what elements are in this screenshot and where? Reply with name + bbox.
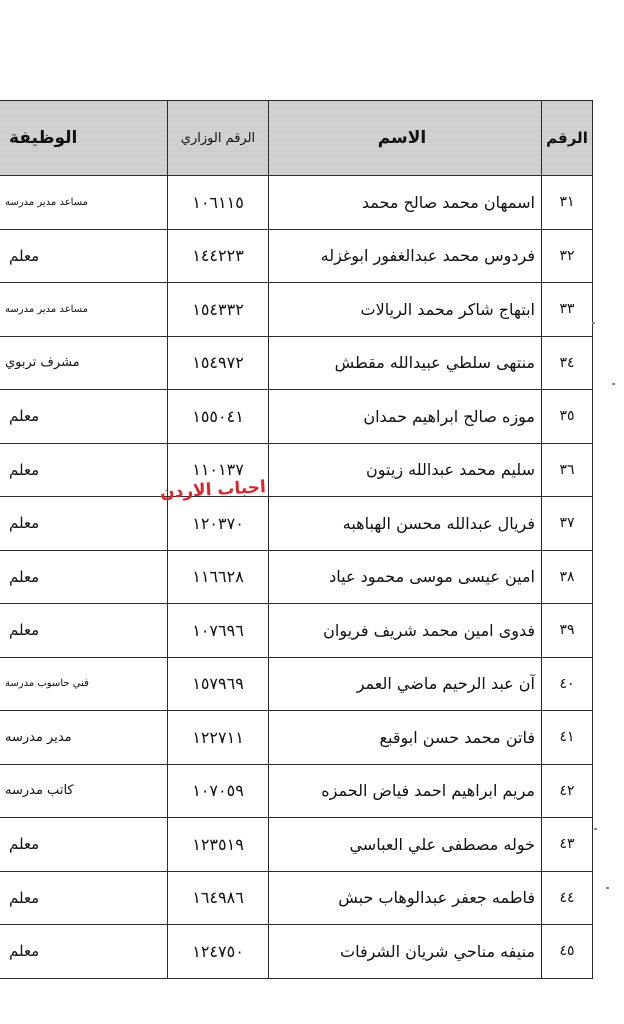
row-ministry-id: ١٢٤٧٥٠ [168, 925, 269, 979]
table-row [0, 871, 593, 925]
row-number: ٣٨ [542, 550, 593, 604]
row-ministry-id: ١٥٧٩٦٩ [168, 657, 269, 711]
table-row [0, 229, 593, 283]
row-job: فني حاسوب مدرسة [0, 657, 168, 711]
row-number: ٣٢ [542, 229, 593, 283]
row-number: ٣٩ [542, 604, 593, 658]
scan-speck [592, 322, 595, 324]
table-row [0, 818, 593, 872]
row-number: ٤٤ [542, 871, 593, 925]
table-row [0, 711, 593, 765]
row-ministry-id: ١١٦٦٢٨ [168, 550, 269, 604]
table-row [0, 336, 593, 390]
table-row [0, 604, 593, 658]
row-job: مساعد مدير مدرسه [0, 176, 168, 230]
row-job: معلم [0, 229, 168, 283]
row-number: ٣١ [542, 176, 593, 230]
table-header-row [0, 101, 593, 176]
row-number: ٤٣ [542, 818, 593, 872]
row-name: منيفه مناحي شريان الشرفات [269, 925, 542, 979]
row-name: سليم محمد عبدالله زيتون [269, 443, 542, 497]
row-name: امين عيسى موسى محمود عياد [269, 550, 542, 604]
row-ministry-id: ١٥٥٠٤١ [168, 390, 269, 444]
row-number: ٤١ [542, 711, 593, 765]
table-row [0, 176, 593, 230]
scan-speck [612, 383, 615, 385]
header-number: الرقم [542, 101, 593, 176]
row-ministry-id: ١٥٤٩٧٢ [168, 336, 269, 390]
row-ministry-id: ١٠٧٦٩٦ [168, 604, 269, 658]
row-name: فاتن محمد حسن ابوقبع [269, 711, 542, 765]
row-name: ابتهاج شاكر محمد الريالات [269, 283, 542, 337]
table-row [0, 550, 593, 604]
row-number: ٤٢ [542, 764, 593, 818]
row-job: معلم [0, 390, 168, 444]
table-row [0, 390, 593, 444]
row-name: فردوس محمد عبدالغفور ابوغزله [269, 229, 542, 283]
watermark-text: احباب الاردن [159, 477, 267, 503]
row-name: مريم ابراهيم احمد فياض الحمزه [269, 764, 542, 818]
row-ministry-id: ١٠٧٠٥٩ [168, 764, 269, 818]
staff-table [0, 100, 593, 979]
scan-speck [606, 887, 609, 889]
header-name: الاسم [269, 101, 542, 176]
row-job: كاتب مدرسه [0, 764, 168, 818]
row-job: معلم [0, 443, 168, 497]
row-job: معلم [0, 604, 168, 658]
row-name: فدوى امين محمد شريف فريوان [269, 604, 542, 658]
row-job: معلم [0, 871, 168, 925]
row-ministry-id: ١١٠١٣٧ [168, 443, 269, 497]
scan-speck [594, 828, 597, 830]
row-number: ٣٥ [542, 390, 593, 444]
row-job: معلم [0, 925, 168, 979]
table-row [0, 925, 593, 979]
table-row [0, 657, 593, 711]
row-name: منتهى سلطي عبيدالله مقطش [269, 336, 542, 390]
row-ministry-id: ١٦٤٩٨٦ [168, 871, 269, 925]
table-row [0, 283, 593, 337]
row-name: خوله مصطفى علي العباسي [269, 818, 542, 872]
row-number: ٣٣ [542, 283, 593, 337]
row-number: ٣٤ [542, 336, 593, 390]
row-number: ٤٥ [542, 925, 593, 979]
row-number: ٣٦ [542, 443, 593, 497]
row-ministry-id: ١٢٣٥١٩ [168, 818, 269, 872]
row-name: موزه صالح ابراهيم حمدان [269, 390, 542, 444]
row-ministry-id: ١٠٦١١٥ [168, 176, 269, 230]
row-ministry-id: ١٥٤٣٣٢ [168, 283, 269, 337]
header-ministry-id: الرقم الوزاري [168, 101, 269, 176]
table-row [0, 443, 593, 497]
row-ministry-id: ١٤٤٢٢٣ [168, 229, 269, 283]
row-job: معلم [0, 497, 168, 551]
row-job: مساعد مدير مدرسه [0, 283, 168, 337]
header-job: الوظيفة [0, 101, 168, 176]
table-row [0, 764, 593, 818]
row-job: معلم [0, 818, 168, 872]
row-name: اسمهان محمد صالح محمد [269, 176, 542, 230]
row-number: ٤٠ [542, 657, 593, 711]
row-name: آن عبد الرحيم ماضي العمر [269, 657, 542, 711]
row-job: مشرف تربوي [0, 336, 168, 390]
row-ministry-id: ١٢٢٧١١ [168, 711, 269, 765]
row-number: ٣٧ [542, 497, 593, 551]
row-name: فاطمه جعفر عبدالوهاب حبش [269, 871, 542, 925]
row-ministry-id: ١٢٠٣٧٠ [168, 497, 269, 551]
row-job: معلم [0, 550, 168, 604]
row-job: مدير مدرسه [0, 711, 168, 765]
table-row [0, 497, 593, 551]
row-name: فريال عبدالله محسن الهباهبه [269, 497, 542, 551]
